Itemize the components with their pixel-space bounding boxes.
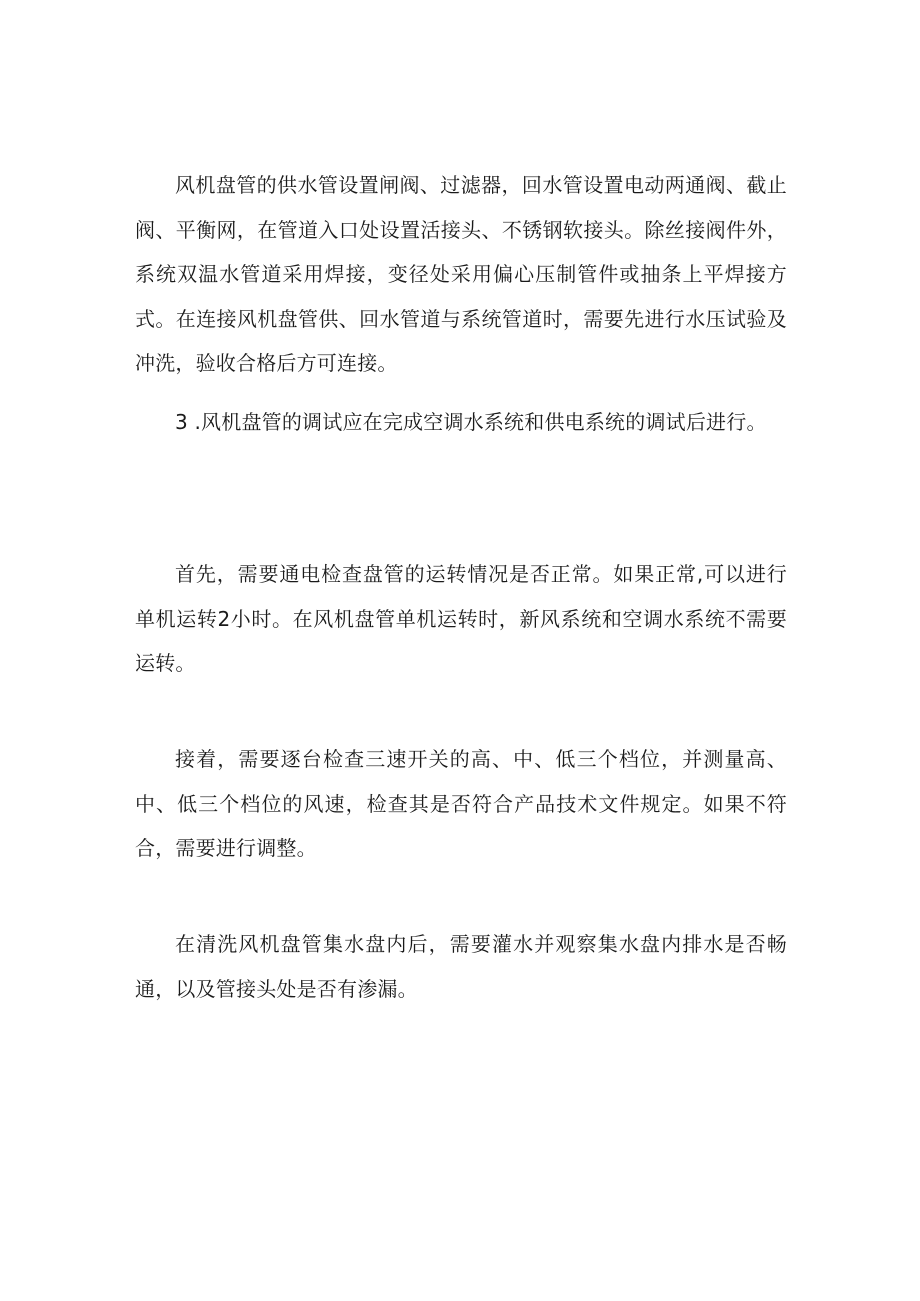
- paragraph-power-check: 首先，需要通电检查盘管的运转情况是否正常。如果正常,可以进行单机运转2小时。在风机盘管单机运转时，新风系统和空调水系统不需要运转。: [135, 562, 787, 675]
- paragraph-pipe-installation: 风机盘管的供水管设置闸阀、过滤器，回水管设置电动两通阀、截止阀、平衡网，在管道入口处设置活接头、不锈钢软接头。除丝接阀件外，系统双温水管道采用焊接，变径处采用偏心压制管件或抽条上平焊接方式。在连接风机盘管供、回水管道与系统管道时，需要先进行水压试验及冲洗，验收合格后方可连接。: [135, 173, 787, 375]
- paragraph-speed-switch-check: 接着，需要逐台检查三速开关的高、中、低三个档位，并测量高、中、低三个档位的风速，检查其是否符合产品技术文件规定。如果不符合，需要进行调整。: [135, 747, 787, 860]
- paragraph-drain-pan-check: 在清洗风机盘管集水盘内后，需要灌水并观察集水盘内排水是否畅通，以及管接头处是否有渗漏。: [135, 932, 787, 1001]
- paragraph-commissioning-order: 3 .风机盘管的调试应在完成空调水系统和供电系统的调试后进行。: [175, 410, 767, 434]
